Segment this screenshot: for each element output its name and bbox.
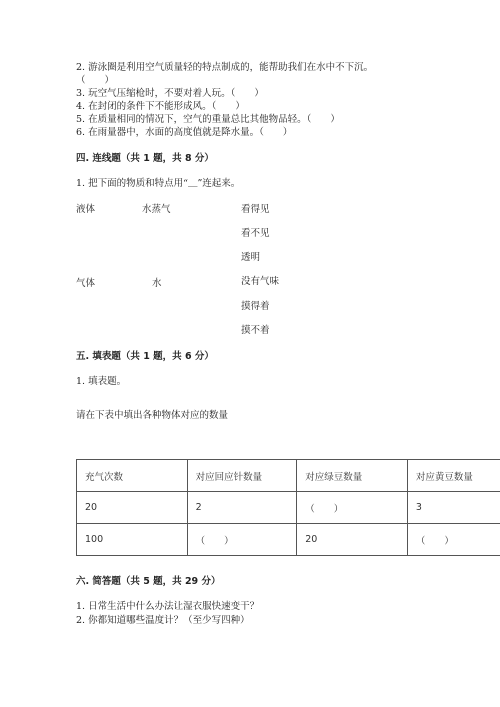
judgment-q2-line1: 2. 游泳圈是利用空气质量轻的特点制成的，能帮助我们在水中不下沉。	[76, 62, 374, 73]
matching-right-item: 透明	[241, 252, 261, 263]
short-answer-q2: 2. 你都知道哪些温度计？（至少写四种）	[76, 615, 250, 626]
short-answer-heading: 六. 简答题（共 5 题，共 29 分）	[76, 576, 221, 587]
judgment-q3: 3. 玩空气压缩枪时，不要对着人玩。（ ）	[76, 88, 264, 99]
matching-right-item: 看得见	[241, 204, 270, 215]
table-cell: 20	[297, 524, 408, 556]
fill-table	[76, 459, 500, 556]
table-header-cell: 充气次数	[77, 460, 188, 492]
table-header-cell: 对应回应针数量	[187, 460, 297, 492]
table-cell: 2	[187, 492, 297, 524]
table-header-cell: 对应黄豆数量	[407, 460, 500, 492]
table-row	[77, 524, 500, 556]
table-header-cell: 对应绿豆数量	[297, 460, 408, 492]
fill-table-instruction: 请在下表中填出各种物体对应的数量	[76, 410, 229, 421]
fill-table-question: 1. 填表题。	[76, 376, 127, 387]
table-header-row	[77, 460, 500, 492]
matching-left-item: 液体	[76, 204, 96, 215]
matching-middle-item: 水	[152, 278, 162, 289]
table-cell: 3	[407, 492, 500, 524]
matching-left-item: 气体	[76, 278, 96, 289]
judgment-q5: 5. 在质量相同的情况下，空气的重量总比其他物品轻。（ ）	[76, 114, 340, 125]
short-answer-q1: 1. 日常生活中什么办法让湿衣服快速变干？	[76, 601, 260, 612]
table-row	[77, 492, 500, 524]
table-cell-blank: （ ）	[297, 492, 408, 524]
matching-right-item: 摸不着	[241, 325, 270, 336]
matching-right-item: 看不见	[241, 228, 270, 239]
fill-table-heading: 五. 填表题（共 1 题，共 6 分）	[76, 351, 214, 362]
matching-right-item: 没有气味	[241, 276, 280, 287]
table-cell: 100	[77, 524, 188, 556]
matching-heading: 四. 连线题（共 1 题，共 8 分）	[76, 153, 214, 164]
matching-middle-item: 水蒸气	[142, 204, 171, 215]
table-cell-blank: （ ）	[407, 524, 500, 556]
table-cell: 20	[77, 492, 188, 524]
matching-question: 1. 把下面的物质和特点用“＿”连起来。	[76, 178, 241, 189]
judgment-q6: 6. 在雨量器中，水面的高度值就是降水量。（ ）	[76, 127, 293, 138]
judgment-q4: 4. 在封闭的条件下不能形成风。（ ）	[76, 101, 245, 112]
judgment-q2-answer: （ ）	[76, 75, 115, 86]
table-cell-blank: （ ）	[187, 524, 297, 556]
matching-right-item: 摸得着	[241, 301, 270, 312]
